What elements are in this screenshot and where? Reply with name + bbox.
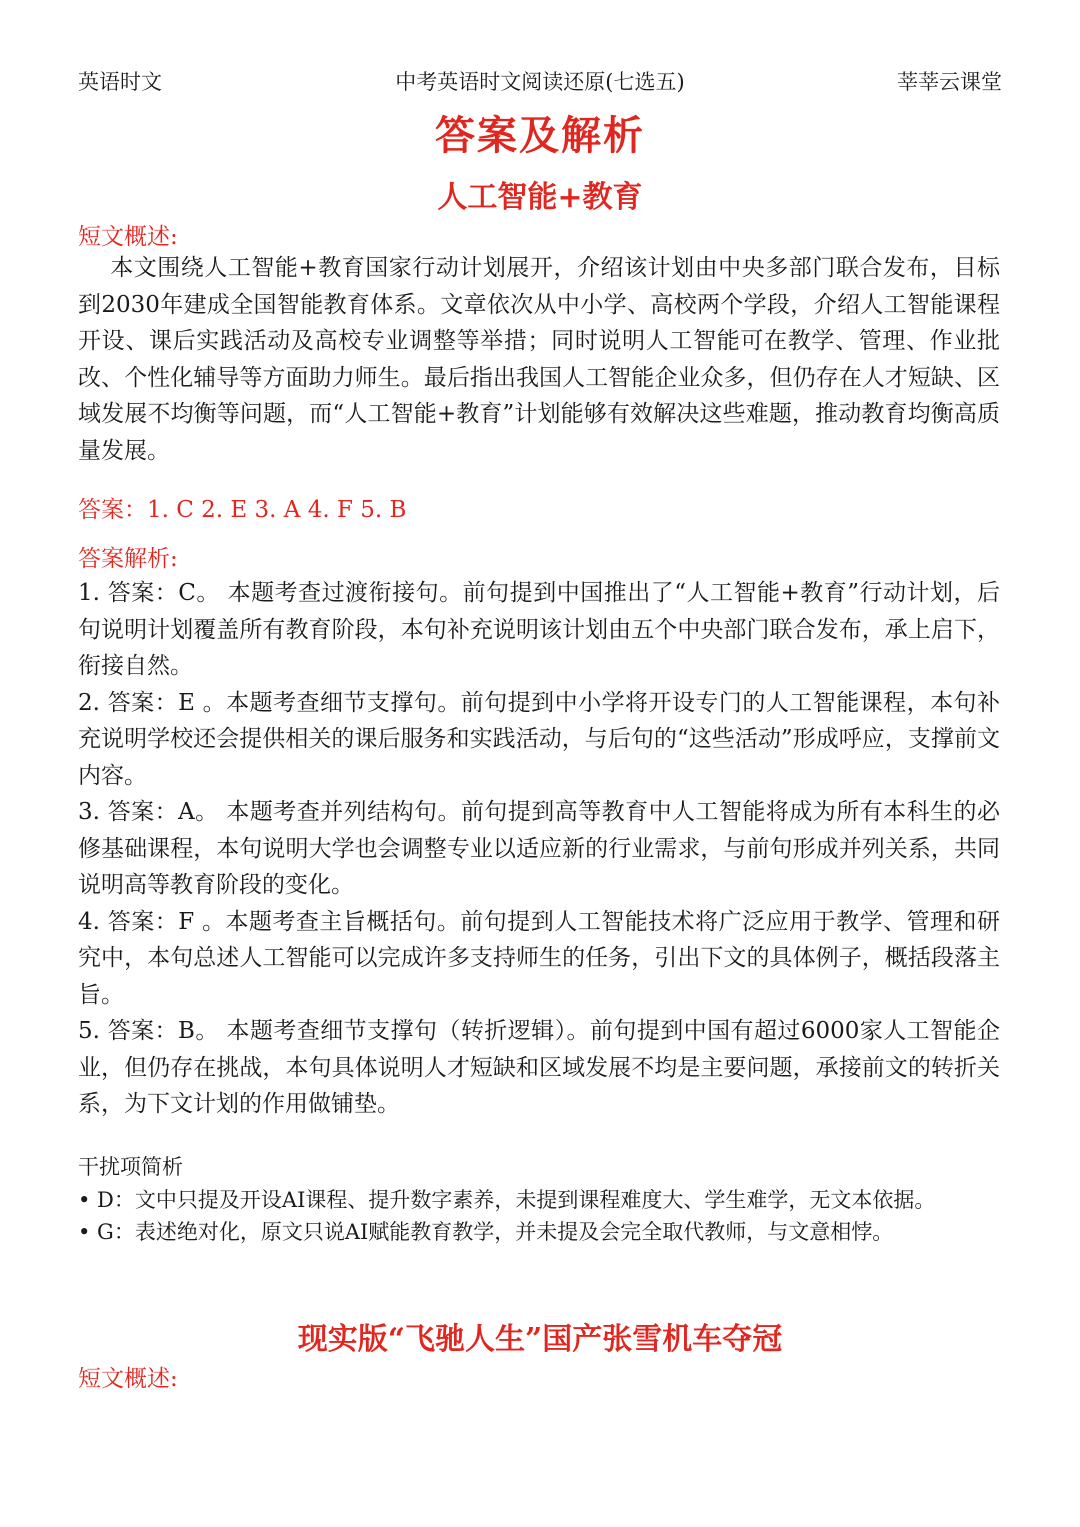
article1-title: 人工智能+教育	[437, 180, 643, 215]
distractor-item-g: • G：表述绝对化，原文只说AI赋能教育教学，并未提及会完全取代教师，与文意相悖。	[78, 1220, 894, 1244]
answer-key-line: 答案：1. C 2. E 3. A 4. F 5. B	[78, 497, 407, 523]
header-center-text: 中考英语时文阅读还原(七选五)	[395, 70, 685, 94]
article2-title: 现实版“飞驰人生”国产张雪机车夺冠	[297, 1322, 783, 1357]
article1-analysis-label: 答案解析:	[78, 546, 178, 572]
distractor-item-d: • D：文中只提及开设AI课程、提升数字素养，未提到课程难度大、学生难学，无文本依据。	[78, 1187, 936, 1212]
distractor-section	[78, 1151, 1000, 1249]
page-title: 答案及解析	[435, 112, 645, 159]
article2-summary-label: 短文概述:	[78, 1366, 178, 1392]
analysis-item-4: 4. 答案：F 。本题考查主旨概括句。前句提到人工智能技术将广泛应用于教学、管理和研究中，本句总述人工智能可以完成许多支持师生的任务，引出下文的具体例子，概括段落主旨。	[78, 908, 1000, 1008]
header-left-text: 英语时文	[78, 70, 162, 94]
distractor-title: 干扰项简析	[78, 1155, 183, 1179]
header-right-text: 莘莘云课堂	[897, 70, 1002, 94]
article1-summary: 本文围绕人工智能+教育国家行动计划展开，介绍该计划由中央多部门联合发布，目标到2030年建成全国智能教育体系。文章依次从中小学、高校两个学段，介绍人工智能课程开设、课后实践活动及高校专业调整等举措；同时说明人工智能可在教学、管理、作业批改、个性化辅导等方面助力师生。最后指出我国人工智能企业众多，但仍存在人才短缺、区域发展不均衡等问题，而“人工智能+教育”计划能够有效解决这些难题，推动教育均衡高质量发展。	[78, 255, 1000, 464]
analysis-item-3: 3. 答案：A。 本题考查并列结构句。前句提到高等教育中人工智能将成为所有本科生的必修基础课程，本句说明大学也会调整专业以适应新的行业需求，与前句形成并列关系，共同说明高等教育阶段的变化。	[78, 799, 1000, 898]
article1-summary-label: 短文概述:	[78, 224, 178, 250]
analysis-item-2: 2. 答案：E 。本题考查细节支撑句。前句提到中小学将开设专门的人工智能课程，本句补充说明学校还会提供相关的课后服务和实践活动，与后句的“这些活动”形成呼应，支撑前文内容。	[78, 689, 1000, 789]
analysis-list	[78, 575, 1000, 1123]
page-header	[78, 66, 1002, 96]
analysis-item-1: 1. 答案：C。 本题考查过渡衔接句。前句提到中国推出了“人工智能+教育”行动计划，后句说明计划覆盖所有教育阶段，本句补充说明该计划由五个中央部门联合发布，承上启下，衔接自然。	[78, 580, 1000, 679]
analysis-item-5: 5. 答案：B。 本题考查细节支撑句（转折逻辑）。前句提到中国有超过6000家人工智能企业，但仍存在挑战，本句具体说明人才短缺和区域发展不均是主要问题，承接前文的转折关系，为下文计划的作用做铺垫。	[78, 1018, 1000, 1117]
